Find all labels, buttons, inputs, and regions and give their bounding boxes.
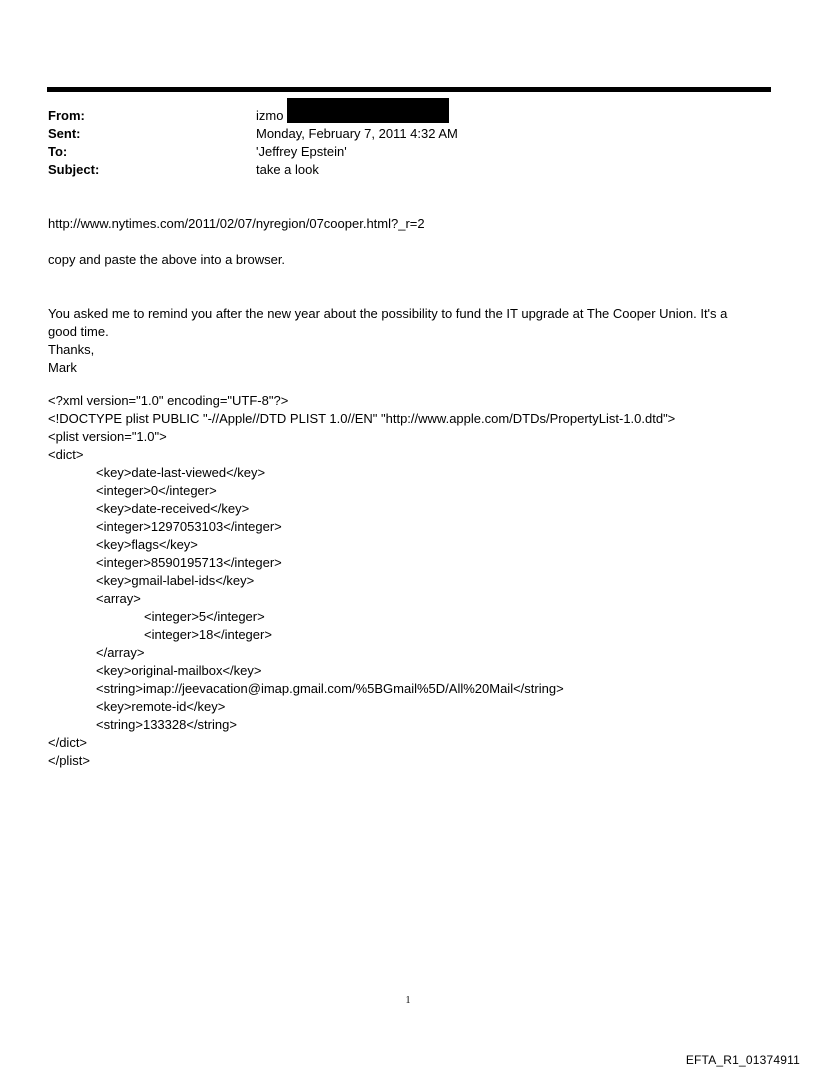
from-value: izmo — [256, 108, 284, 123]
email-closing: Thanks, — [48, 342, 95, 357]
email-url: http://www.nytimes.com/2011/02/07/nyregion/07cooper.html?_r=2 — [48, 216, 425, 231]
subject-row — [48, 161, 768, 179]
email-instruction: copy and paste the above into a browser. — [48, 252, 286, 267]
from-label: From: — [48, 108, 85, 123]
xml-line: <dict> — [48, 447, 84, 462]
xml-line: <integer>0</integer> — [96, 483, 217, 498]
page-number: 1 — [405, 995, 411, 1006]
xml-line: <array> — [96, 591, 141, 606]
sent-row — [48, 125, 768, 143]
xml-line: <key>remote-id</key> — [96, 699, 226, 714]
xml-line: <integer>5</integer> — [144, 609, 265, 624]
xml-plist-block — [48, 392, 768, 770]
xml-line: </array> — [96, 645, 145, 660]
xml-line: <integer>8590195713</integer> — [96, 555, 282, 570]
redaction-box — [287, 98, 449, 123]
to-row — [48, 143, 768, 161]
xml-line: <string>133328</string> — [96, 717, 237, 732]
email-message-line2: good time. — [48, 324, 109, 339]
email-header — [48, 107, 768, 179]
xml-line: <key>flags</key> — [96, 537, 198, 552]
xml-line: </dict> — [48, 735, 88, 750]
email-message-line1: You asked me to remind you after the new year about the possibility to fund the IT upgrade at The Cooper Union. It's a — [48, 306, 728, 321]
xml-line: <integer>18</integer> — [144, 627, 272, 642]
to-label: To: — [48, 144, 68, 159]
sent-value: Monday, February 7, 2011 4:32 AM — [256, 126, 458, 141]
xml-line: <key>date-last-viewed</key> — [96, 465, 266, 480]
xml-line: <!DOCTYPE plist PUBLIC "-//Apple//DTD PLIST 1.0//EN" "http://www.apple.com/DTDs/PropertyList-1.0.dtd"> — [48, 411, 676, 426]
email-message-block — [48, 305, 768, 377]
to-value: 'Jeffrey Epstein' — [256, 144, 347, 159]
xml-line: <plist version="1.0"> — [48, 429, 167, 444]
email-url-block — [48, 215, 768, 233]
email-signature: Mark — [48, 360, 77, 375]
header-divider-rule — [47, 87, 771, 92]
xml-line: <key>original-mailbox</key> — [96, 663, 262, 678]
xml-line: <integer>1297053103</integer> — [96, 519, 282, 534]
subject-value: take a look — [256, 162, 319, 177]
sent-label: Sent: — [48, 126, 81, 141]
xml-line: <string>imap://jeevacation@imap.gmail.com/%5BGmail%5D/All%20Mail</string> — [96, 681, 564, 696]
document-id: EFTA_R1_01374911 — [685, 1053, 800, 1067]
xml-line: <?xml version="1.0" encoding="UTF-8"?> — [48, 393, 289, 408]
from-row — [48, 107, 768, 125]
xml-line: <key>gmail-label-ids</key> — [96, 573, 255, 588]
subject-label: Subject: — [48, 162, 100, 177]
from-value-wrapper — [256, 107, 449, 125]
xml-line: </plist> — [48, 753, 90, 768]
xml-line: <key>date-received</key> — [96, 501, 250, 516]
email-instruction-block — [48, 251, 768, 269]
